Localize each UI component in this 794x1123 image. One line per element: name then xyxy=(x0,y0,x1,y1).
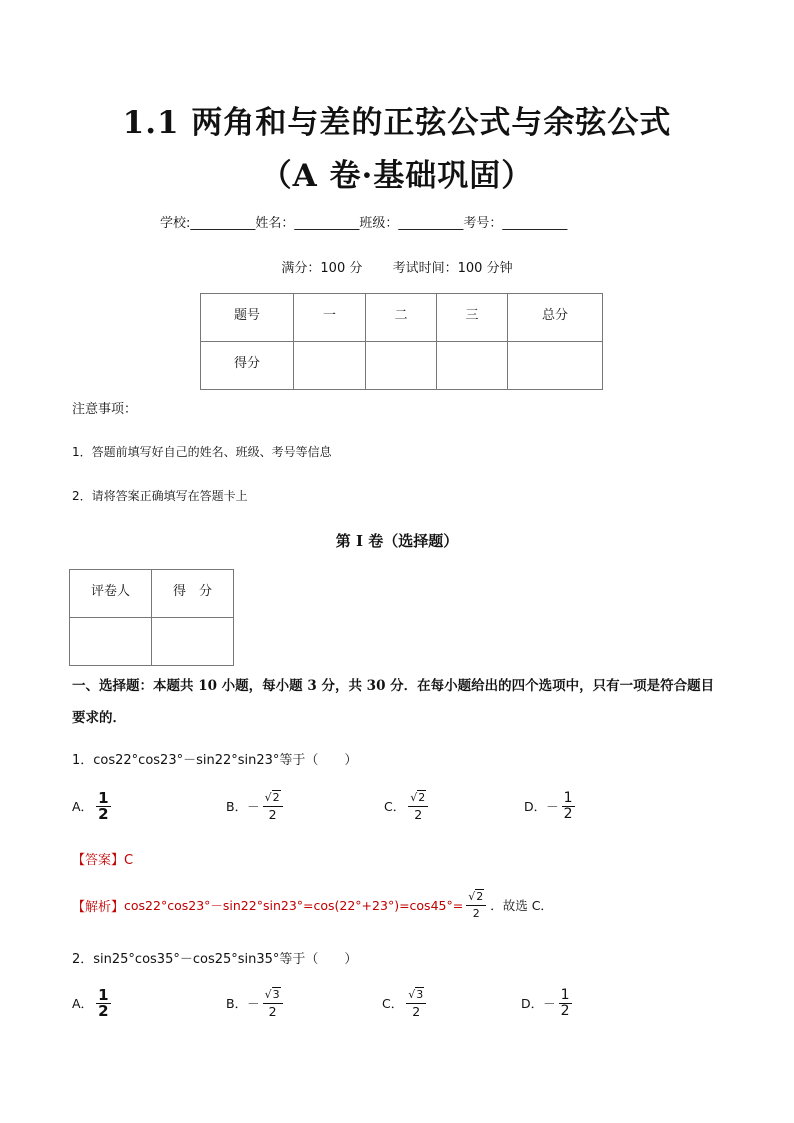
fraction xyxy=(408,790,428,822)
q1-option-c[interactable] xyxy=(384,790,428,822)
score-cell xyxy=(437,342,508,390)
grader-header: 评卷人 xyxy=(70,570,152,618)
minus-sign: － xyxy=(247,996,260,1011)
denominator: 2 xyxy=(472,907,480,920)
grader-cell xyxy=(70,618,152,666)
score-table-header: 三 xyxy=(437,294,508,342)
denominator: 2 xyxy=(560,1003,570,1019)
name-field: 姓名：__________ xyxy=(255,216,360,231)
exam-meta xyxy=(0,257,794,276)
radicand: 2 xyxy=(272,791,280,804)
q1-option-a[interactable] xyxy=(72,790,111,822)
denominator: 2 xyxy=(414,807,423,822)
answer-tag: 【答案】 xyxy=(72,853,125,868)
school-field: 学校:__________ xyxy=(160,216,256,231)
denominator: 2 xyxy=(268,807,277,822)
analysis-text: cos22°cos23°－sin22°sin23°=cos(22°+23°)=cos45°= xyxy=(124,898,464,913)
option-label: B． xyxy=(226,799,248,814)
exam-time: 考试时间：100 分钟 xyxy=(392,261,513,276)
q2-option-b[interactable] xyxy=(226,987,283,1019)
fraction xyxy=(96,987,110,1019)
radicand: 2 xyxy=(476,890,484,903)
q2-option-a[interactable] xyxy=(72,987,111,1019)
q1-analysis xyxy=(72,889,553,921)
notice-item: 2．请将答案正确填写在答题卡上 xyxy=(72,489,248,503)
score-table-header: 一 xyxy=(294,294,366,342)
q1-answer xyxy=(72,849,133,868)
page-title: 1.1 两角和与差的正弦公式与余弦公式 xyxy=(122,105,672,141)
q1-option-b[interactable] xyxy=(226,790,283,822)
notice-heading: 注意事项： xyxy=(72,402,138,417)
q1-option-d[interactable] xyxy=(524,790,575,822)
numerator xyxy=(263,790,283,806)
sqrt-icon: √ xyxy=(410,791,418,804)
sqrt-icon: √ xyxy=(408,988,416,1001)
q2-option-c[interactable] xyxy=(382,987,426,1019)
numerator xyxy=(408,790,428,806)
score-row-label: 得分 xyxy=(201,342,294,390)
numerator: 1 xyxy=(98,789,109,807)
sqrt-icon: √ xyxy=(264,988,272,1001)
radicand: 2 xyxy=(418,791,426,804)
score-table-header: 题号 xyxy=(201,294,294,342)
numerator xyxy=(466,889,486,905)
numerator: 1 xyxy=(563,790,573,806)
denominator: 2 xyxy=(412,1004,421,1019)
sqrt-icon: √ xyxy=(468,890,476,903)
analysis-end: ．故选 C． xyxy=(490,898,553,913)
q2-option-d[interactable] xyxy=(521,987,572,1019)
numerator xyxy=(263,987,283,1003)
score-table xyxy=(200,293,603,390)
score-cell xyxy=(508,342,603,390)
exam-number-field: 考号：__________ xyxy=(463,216,568,231)
minus-sign: － xyxy=(543,996,556,1011)
sqrt-icon: √ xyxy=(264,791,272,804)
numerator xyxy=(406,987,426,1003)
grader-cell xyxy=(152,618,234,666)
analysis-tag: 【解析】 xyxy=(72,899,125,915)
page-subtitle: （A 卷·基础巩固） xyxy=(260,158,534,194)
numerator: 1 xyxy=(560,987,570,1003)
minus-sign: － xyxy=(546,799,559,814)
class-field: 班级：__________ xyxy=(359,216,464,231)
student-info-line xyxy=(160,212,567,231)
option-label: D． xyxy=(521,996,544,1011)
radicand: 3 xyxy=(272,988,280,1001)
minus-sign: － xyxy=(247,799,260,814)
numerator: 1 xyxy=(98,986,109,1004)
section-instruction-cont: 要求的． xyxy=(72,710,126,726)
option-label: D． xyxy=(524,799,547,814)
question-1-stem: 1．cos22°cos23°－sin22°sin23°等于（ ） xyxy=(72,753,358,768)
option-label: C． xyxy=(384,799,406,814)
grader-table xyxy=(69,569,234,666)
full-score: 满分：100 分 xyxy=(281,261,363,276)
grader-header: 得 分 xyxy=(152,570,234,618)
answer-value: C xyxy=(124,853,134,868)
question-2-stem: 2．sin25°cos35°－cos25°sin35°等于（ ） xyxy=(72,952,358,967)
score-cell xyxy=(294,342,366,390)
fraction xyxy=(96,790,110,822)
fraction xyxy=(559,987,572,1019)
option-label: A． xyxy=(72,799,94,814)
fraction xyxy=(263,987,283,1019)
option-label: C． xyxy=(382,996,404,1011)
fraction xyxy=(406,987,426,1019)
denominator: 2 xyxy=(98,805,109,823)
fraction xyxy=(562,790,575,822)
score-cell xyxy=(366,342,437,390)
denominator: 2 xyxy=(268,1004,277,1019)
option-label: B． xyxy=(226,996,248,1011)
fraction xyxy=(263,790,283,822)
section-title: 第 I 卷（选择题） xyxy=(335,532,459,550)
score-table-header: 总分 xyxy=(508,294,603,342)
option-label: A． xyxy=(72,996,94,1011)
denominator: 2 xyxy=(563,806,573,822)
denominator: 2 xyxy=(98,1002,109,1020)
score-table-header: 二 xyxy=(366,294,437,342)
radicand: 3 xyxy=(416,988,424,1001)
notice-item: 1．答题前填写好自己的姓名、班级、考号等信息 xyxy=(72,445,332,459)
analysis-fraction xyxy=(466,889,486,921)
section-instruction: 一、选择题：本题共 10 小题，每小题 3 分，共 30 分．在每小题给出的四个选项中，只有一项是符合题目 xyxy=(72,678,715,694)
